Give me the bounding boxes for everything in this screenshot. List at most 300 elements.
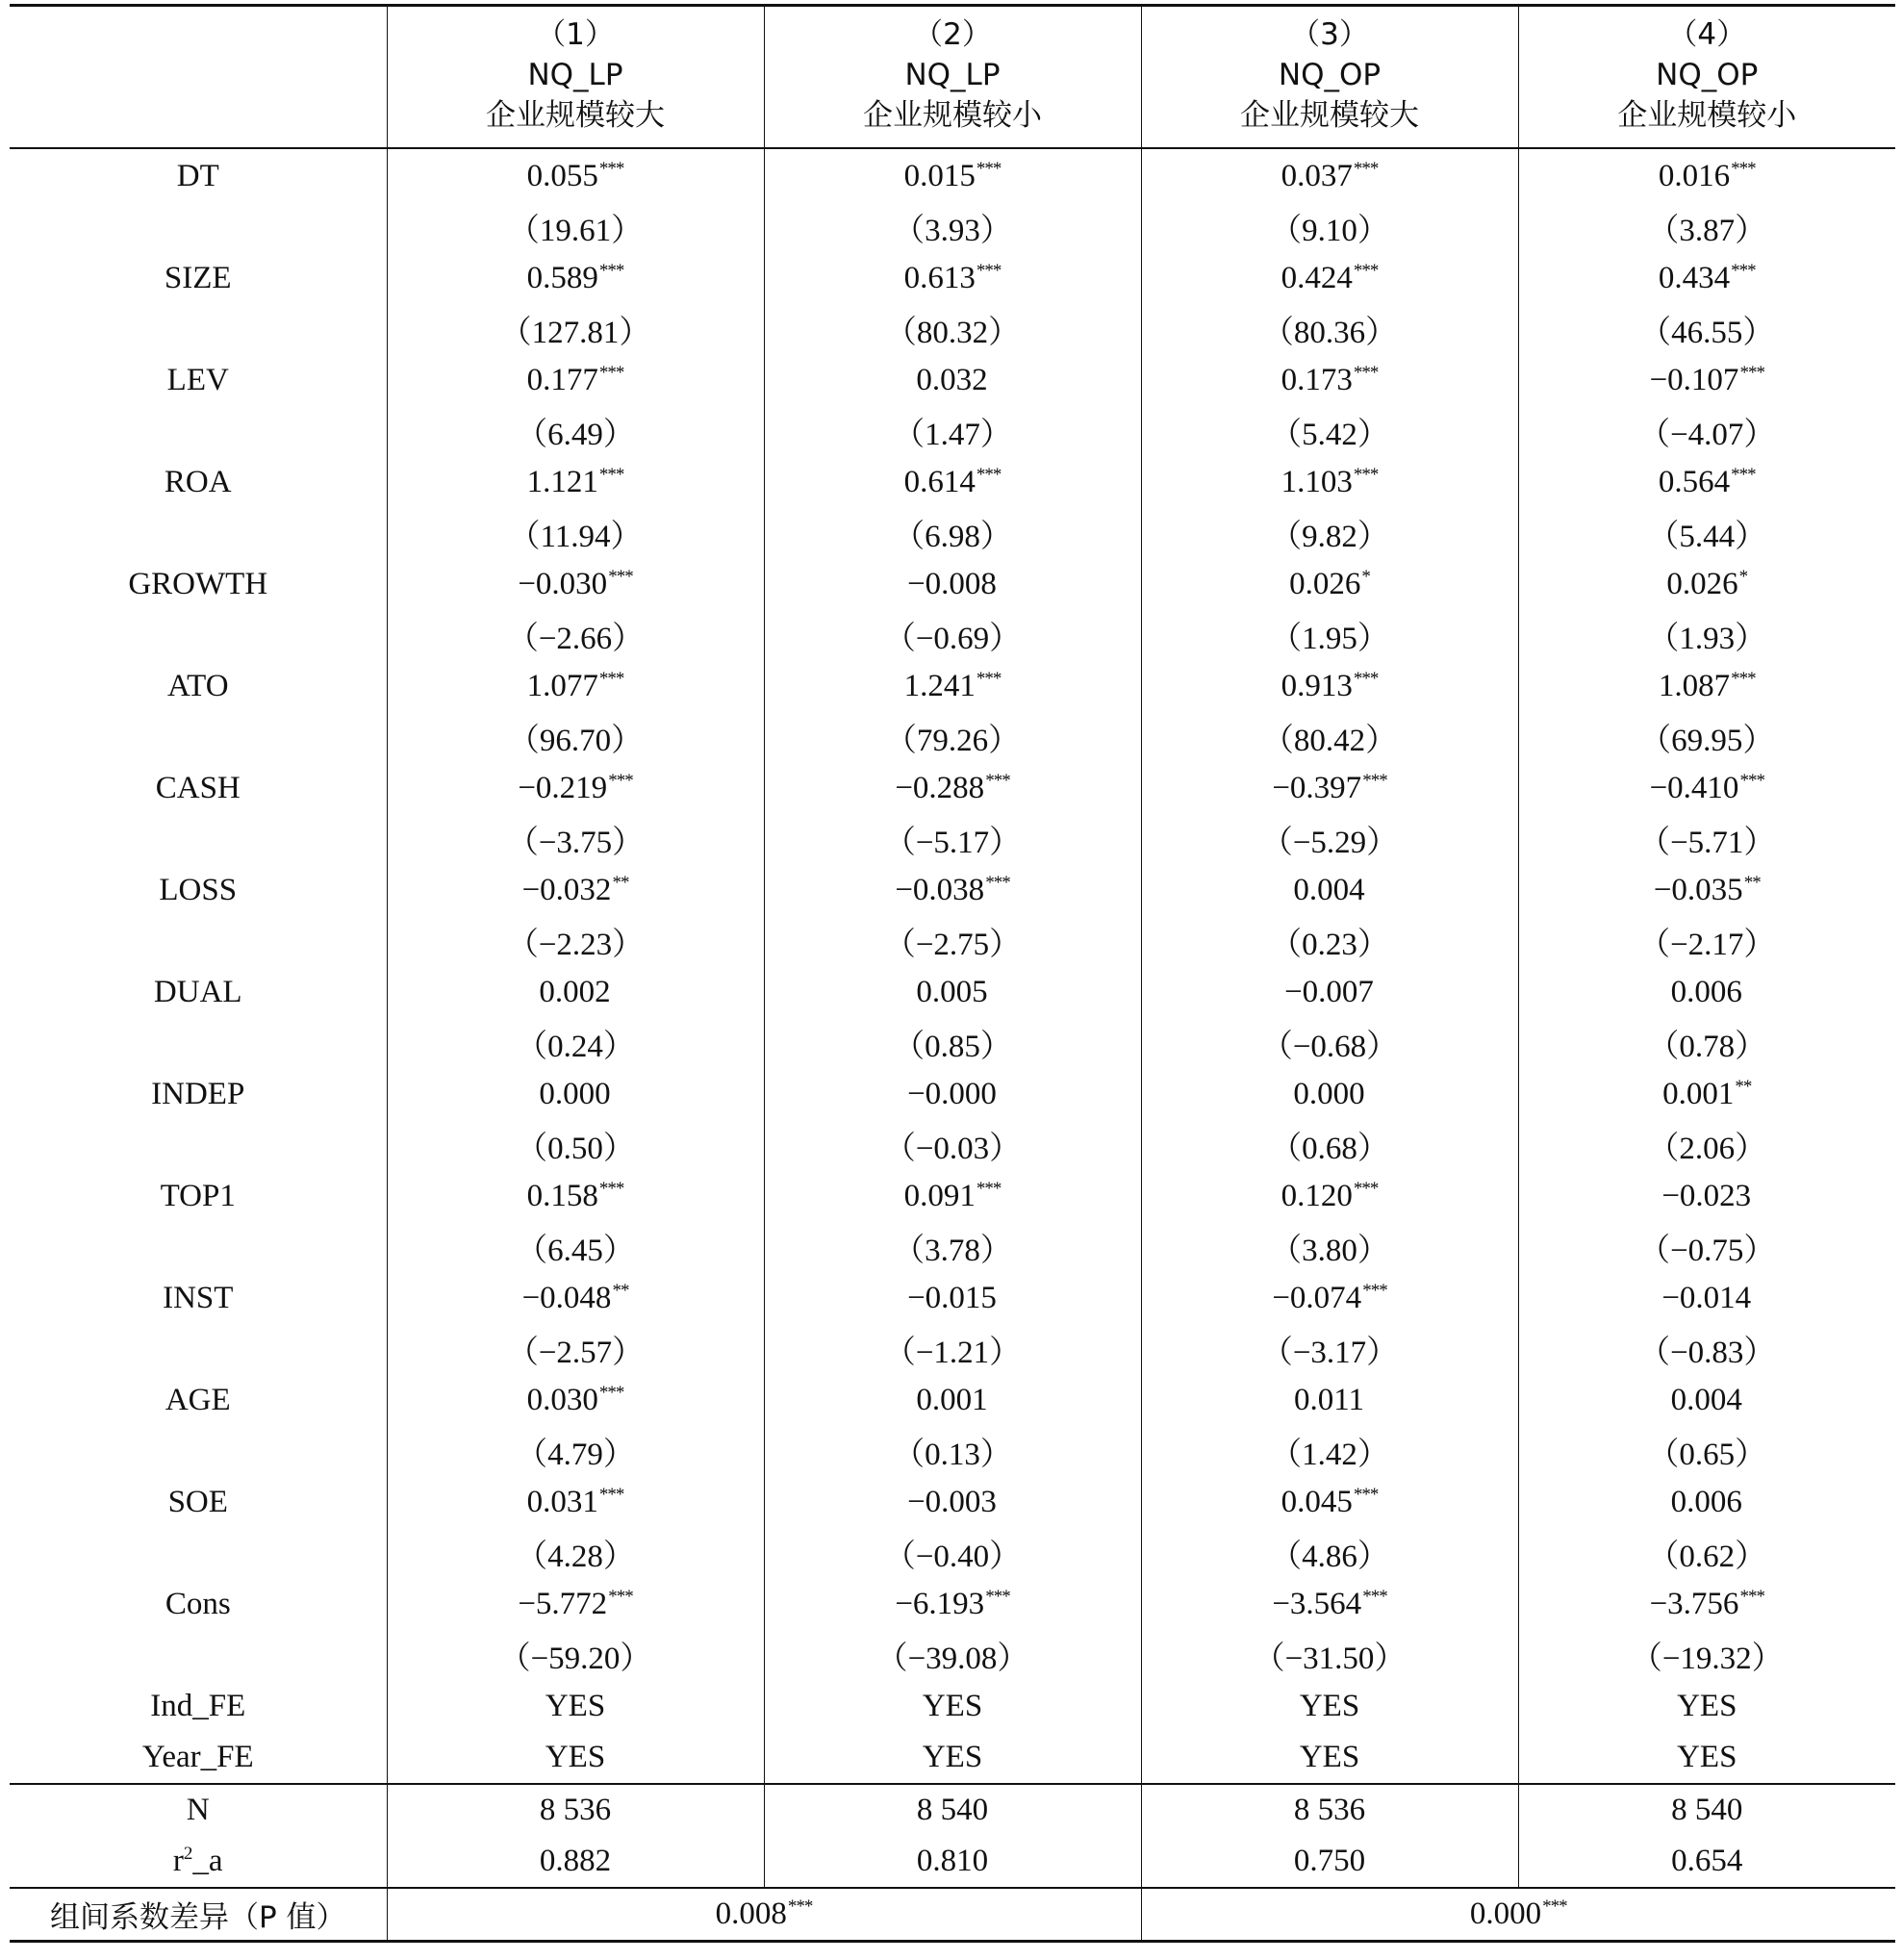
significance-stars: *** [608, 567, 633, 587]
coef-cell [764, 865, 1141, 916]
table-body [10, 148, 1895, 1942]
significance-stars: *** [1353, 363, 1379, 383]
label-base: r [172, 1844, 184, 1878]
row-label-empty [10, 1222, 387, 1273]
row-label-empty [10, 406, 387, 457]
t-stat-cell: （0.62） [1518, 1528, 1895, 1579]
coefficient-value: −0.008 [907, 567, 997, 601]
significance-stars: ** [612, 1281, 629, 1301]
significance-stars: *** [1362, 771, 1387, 791]
coef-cell [1141, 1579, 1518, 1630]
t-stat-cell: （5.44） [1518, 508, 1895, 559]
coef-cell [1141, 1171, 1518, 1222]
header-col-1-var: NQ_LP [527, 58, 623, 92]
t-stat-cell: （9.10） [1141, 202, 1518, 253]
row-label: DUAL [153, 975, 242, 1009]
significance-stars: *** [598, 1485, 624, 1505]
coefficient-value: −0.038 [895, 873, 985, 907]
stat-cell: 8 536 [387, 1784, 764, 1836]
table-row [10, 253, 1895, 304]
t-stat-cell: （−0.69） [764, 610, 1141, 661]
t-stat-cell: （1.42） [1141, 1426, 1518, 1477]
t-stat-cell: （−1.21） [764, 1324, 1141, 1375]
coefficient-value: −6.193 [895, 1587, 985, 1621]
row-label: INDEP [151, 1077, 245, 1111]
table-row [10, 1273, 1895, 1324]
t-stat-cell: （19.61） [387, 202, 764, 253]
significance-stars: *** [598, 1383, 624, 1403]
coef-cell [764, 559, 1141, 610]
t-stat-cell: （3.80） [1141, 1222, 1518, 1273]
row-label: Ind_FE [150, 1689, 246, 1723]
coef-cell [1518, 148, 1895, 202]
coefficient-value: −0.000 [907, 1077, 997, 1111]
t-stat-cell: （−2.75） [764, 916, 1141, 967]
coefficient-value: −0.074 [1272, 1281, 1362, 1315]
significance-stars: *** [1362, 1281, 1387, 1301]
t-stat-cell: （−4.07） [1518, 406, 1895, 457]
fe-cell: YES [1518, 1732, 1895, 1784]
coef-cell [764, 661, 1141, 712]
significance-stars: ** [1743, 873, 1761, 893]
table-row [10, 1324, 1895, 1375]
header-col-4 [1518, 6, 1895, 149]
significance-stars: *** [976, 159, 1002, 179]
row-label-empty [10, 1018, 387, 1069]
coefficient-value: 0.004 [1670, 1383, 1742, 1417]
stat-cell: 8 536 [1141, 1784, 1518, 1836]
coefficient-value: −0.107 [1649, 363, 1739, 397]
header-col-4-group: 企业规模较小 [1617, 98, 1797, 133]
header-stub [10, 6, 387, 149]
coefficient-value: −0.219 [518, 771, 608, 805]
significance-stars: *** [1542, 1896, 1567, 1917]
row-label: LEV [166, 363, 229, 397]
t-stat-cell: （0.24） [387, 1018, 764, 1069]
coef-cell [1141, 1477, 1518, 1528]
t-stat-cell: （4.86） [1141, 1528, 1518, 1579]
coefficient-value: 0.045 [1281, 1485, 1353, 1519]
significance-stars: *** [976, 465, 1002, 485]
row-label-empty [10, 1426, 387, 1477]
t-stat-cell: （−0.68） [1141, 1018, 1518, 1069]
coef-cell [1518, 1171, 1895, 1222]
t-stat-cell: （1.47） [764, 406, 1141, 457]
coefficient-value: 0.589 [526, 261, 598, 295]
significance-stars: *** [1353, 465, 1379, 485]
header-col-2 [764, 6, 1141, 149]
t-stat-cell: （−19.32） [1518, 1630, 1895, 1681]
coef-cell [764, 253, 1141, 304]
row-label [10, 1836, 387, 1888]
table-row [10, 916, 1895, 967]
t-stat-cell: （3.93） [764, 202, 1141, 253]
t-stat-cell: （79.26） [764, 712, 1141, 763]
t-stat-cell: （0.85） [764, 1018, 1141, 1069]
t-stat-cell: （−2.66） [387, 610, 764, 661]
fe-cell: YES [764, 1732, 1141, 1784]
coef-cell [387, 865, 764, 916]
row-label: SOE [167, 1485, 228, 1519]
t-stat-cell: （−3.75） [387, 814, 764, 865]
coefficient-value: 0.004 [1293, 873, 1365, 907]
coef-cell [1141, 1069, 1518, 1120]
stat-cell: 0.810 [764, 1836, 1141, 1888]
coef-cell [764, 1171, 1141, 1222]
label-tail: _a [192, 1844, 223, 1878]
significance-stars: *** [1353, 261, 1379, 281]
header-col-3-var: NQ_OP [1278, 58, 1382, 92]
coef-cell [387, 559, 764, 610]
t-stat-cell: （2.06） [1518, 1120, 1895, 1171]
table-row [10, 355, 1895, 406]
t-stat-cell: （0.65） [1518, 1426, 1895, 1477]
coef-cell [387, 1069, 764, 1120]
t-stat-cell: （−2.17） [1518, 916, 1895, 967]
t-stat-cell: （9.82） [1141, 508, 1518, 559]
coef-cell [764, 457, 1141, 508]
table-row [10, 202, 1895, 253]
coef-cell [1141, 355, 1518, 406]
row-label: ATO [166, 669, 229, 703]
row-label: AGE [165, 1383, 231, 1417]
coefficient-value: 0.424 [1281, 261, 1353, 295]
significance-stars: *** [598, 465, 624, 485]
fe-cell: YES [387, 1732, 764, 1784]
coefficient-value: −5.772 [518, 1587, 608, 1621]
coefficient-value: 0.002 [539, 975, 611, 1009]
coef-cell [1518, 967, 1895, 1018]
significance-stars: *** [1739, 771, 1764, 791]
t-stat-cell: （6.49） [387, 406, 764, 457]
significance-stars: *** [598, 261, 624, 281]
t-stat-cell: （−0.03） [764, 1120, 1141, 1171]
t-stat-cell: （0.68） [1141, 1120, 1518, 1171]
coef-cell [1518, 559, 1895, 610]
fe-cell: YES [1141, 1681, 1518, 1732]
coef-cell [1518, 457, 1895, 508]
significance-stars: *** [976, 261, 1002, 281]
coefficient-value: −0.014 [1661, 1281, 1752, 1315]
header-col-4-var: NQ_OP [1656, 58, 1759, 92]
significance-stars: *** [985, 1587, 1010, 1607]
row-label-empty [10, 304, 387, 355]
row-label-empty [10, 916, 387, 967]
stat-cell: 0.750 [1141, 1836, 1518, 1888]
coefficient-value: −0.032 [521, 873, 612, 907]
t-stat-cell: （80.32） [764, 304, 1141, 355]
coefficient-value: −3.564 [1272, 1587, 1362, 1621]
header-col-2-group: 企业规模较小 [863, 98, 1042, 133]
t-stat-cell: （−3.17） [1141, 1324, 1518, 1375]
row-label-empty [10, 202, 387, 253]
table-row [10, 1732, 1895, 1784]
row-label-empty [10, 814, 387, 865]
coefficient-value: 0.564 [1658, 465, 1731, 499]
coefficient-value: 0.006 [1670, 975, 1742, 1009]
coefficient-value: 1.121 [526, 465, 598, 499]
coef-cell [764, 355, 1141, 406]
coefficient-value: 0.037 [1281, 159, 1353, 193]
table-row [10, 148, 1895, 202]
t-stat-cell: （−5.17） [764, 814, 1141, 865]
coef-cell [1518, 355, 1895, 406]
row-label: 组间系数差异（P 值） [10, 1888, 387, 1942]
significance-stars: *** [1353, 669, 1379, 689]
table-row [10, 1018, 1895, 1069]
coefficient-value: −0.048 [521, 1281, 612, 1315]
coefficient-value: 0.434 [1658, 261, 1731, 295]
table-row [10, 1120, 1895, 1171]
significance-stars: *** [787, 1896, 813, 1917]
row-label-empty [10, 1630, 387, 1681]
coef-cell [1518, 1477, 1895, 1528]
coef-cell [1518, 1273, 1895, 1324]
header-col-1-group: 企业规模较大 [486, 98, 665, 133]
coefficient-value: 0.173 [1281, 363, 1353, 397]
coefficient-value: 0.032 [916, 363, 988, 397]
coefficient-value: 0.031 [526, 1485, 598, 1519]
table-row [10, 1836, 1895, 1888]
coefficient-value: 0.055 [526, 159, 598, 193]
coefficient-value: 0.011 [1293, 1383, 1365, 1417]
coefficient-value: 0.000 [1293, 1077, 1365, 1111]
t-stat-cell: （96.70） [387, 712, 764, 763]
table-row [10, 1069, 1895, 1120]
table-row [10, 610, 1895, 661]
t-stat-cell: （0.50） [387, 1120, 764, 1171]
table-row [10, 763, 1895, 814]
coef-cell [764, 1375, 1141, 1426]
stat-cell: 0.882 [387, 1836, 764, 1888]
header-col-2-num: （2） [913, 17, 992, 52]
fe-cell: YES [1518, 1681, 1895, 1732]
coef-cell [764, 967, 1141, 1018]
row-label: ROA [164, 465, 232, 499]
row-label-empty [10, 1528, 387, 1579]
table-row [10, 661, 1895, 712]
coef-cell [1141, 1375, 1518, 1426]
coef-cell [764, 763, 1141, 814]
coefficient-value: −0.410 [1649, 771, 1739, 805]
coef-cell [387, 355, 764, 406]
significance-stars: *** [985, 873, 1010, 893]
t-stat-cell: （11.94） [387, 508, 764, 559]
significance-stars: *** [1731, 669, 1756, 689]
coef-cell [1141, 457, 1518, 508]
coef-cell [1141, 967, 1518, 1018]
coef-cell [1518, 865, 1895, 916]
table-row [10, 406, 1895, 457]
coef-cell [387, 1171, 764, 1222]
header-col-1 [387, 6, 764, 149]
header-col-3-group: 企业规模较大 [1240, 98, 1419, 133]
coef-cell [1518, 1069, 1895, 1120]
coef-cell [387, 661, 764, 712]
table-row [10, 1528, 1895, 1579]
table-row [10, 865, 1895, 916]
coefficient-value: 0.913 [1281, 669, 1353, 703]
significance-stars: *** [1731, 261, 1756, 281]
coef-cell [387, 1273, 764, 1324]
significance-stars: ** [612, 873, 629, 893]
header-col-1-num: （1） [536, 17, 615, 52]
table-row [10, 1477, 1895, 1528]
coefficient-value: 0.026 [1289, 567, 1361, 601]
row-label: LOSS [159, 873, 238, 907]
coef-cell [387, 1477, 764, 1528]
significance-stars: * [1361, 567, 1370, 587]
row-label: CASH [155, 771, 241, 805]
t-stat-cell: （1.95） [1141, 610, 1518, 661]
coef-cell [1141, 559, 1518, 610]
table-row [10, 1375, 1895, 1426]
t-stat-cell: （−59.20） [387, 1630, 764, 1681]
coefficient-value: 0.177 [526, 363, 598, 397]
coefficient-value: −0.007 [1284, 975, 1374, 1009]
significance-stars: *** [1353, 1485, 1379, 1505]
row-label-empty [10, 1120, 387, 1171]
significance-stars: *** [1353, 1179, 1379, 1199]
coefficient-value: 1.103 [1281, 465, 1353, 499]
coefficient-value: 0.613 [903, 261, 976, 295]
significance-stars: *** [1731, 465, 1756, 485]
t-stat-cell: （−5.29） [1141, 814, 1518, 865]
t-stat-cell: （1.93） [1518, 610, 1895, 661]
coefficient-value: 1.241 [903, 669, 976, 703]
coef-cell [764, 1579, 1141, 1630]
t-stat-cell: （80.36） [1141, 304, 1518, 355]
table-row [10, 1426, 1895, 1477]
table-row [10, 1579, 1895, 1630]
row-label-empty [10, 1324, 387, 1375]
row-label: GROWTH [128, 567, 268, 601]
table-row [10, 304, 1895, 355]
t-stat-cell: （127.81） [387, 304, 764, 355]
coefficient-value: 0.016 [1658, 159, 1731, 193]
coefficient-value: 0.030 [526, 1383, 598, 1417]
coefficient-value: −0.035 [1653, 873, 1743, 907]
coefficient-value: 0.614 [903, 465, 976, 499]
coef-cell [764, 1477, 1141, 1528]
coef-cell [1141, 661, 1518, 712]
coefficient-value: 0.000 [539, 1077, 611, 1111]
table-row [10, 1888, 1895, 1942]
coef-cell [1141, 865, 1518, 916]
coefficient-value: 0.000 [1469, 1896, 1542, 1931]
t-stat-cell: （−5.71） [1518, 814, 1895, 865]
coef-cell [1518, 763, 1895, 814]
t-stat-cell: （46.55） [1518, 304, 1895, 355]
coef-cell [1141, 148, 1518, 202]
row-label: Cons [165, 1587, 231, 1621]
coefficient-value: 0.005 [916, 975, 988, 1009]
coef-cell [764, 1273, 1141, 1324]
coef-cell [387, 1375, 764, 1426]
coef-cell [1141, 763, 1518, 814]
t-stat-cell: （−0.83） [1518, 1324, 1895, 1375]
significance-stars: *** [976, 1179, 1002, 1199]
significance-stars: *** [1731, 159, 1756, 179]
coefficient-value: 0.008 [715, 1896, 787, 1931]
table-row [10, 814, 1895, 865]
significance-stars: *** [598, 1179, 624, 1199]
table-row [10, 712, 1895, 763]
t-stat-cell: （0.13） [764, 1426, 1141, 1477]
t-stat-cell: （−2.23） [387, 916, 764, 967]
t-stat-cell: （−2.57） [387, 1324, 764, 1375]
table-row [10, 1630, 1895, 1681]
coef-cell [387, 148, 764, 202]
coef-cell [387, 763, 764, 814]
table-row [10, 1681, 1895, 1732]
coefficient-value: 0.158 [526, 1179, 598, 1213]
row-label: SIZE [164, 261, 232, 295]
coefficient-value: 0.120 [1281, 1179, 1353, 1213]
coef-cell [387, 1579, 764, 1630]
label-superscript: 2 [183, 1844, 193, 1864]
t-stat-cell: （0.78） [1518, 1018, 1895, 1069]
coefficient-value: −0.288 [895, 771, 985, 805]
table-row [10, 967, 1895, 1018]
significance-stars: *** [1739, 363, 1764, 383]
coefficient-value: 0.006 [1670, 1485, 1742, 1519]
coefficient-value: −3.756 [1649, 1587, 1739, 1621]
coef-cell [1518, 1375, 1895, 1426]
coefficient-value: 0.015 [903, 159, 976, 193]
coef-cell [1141, 253, 1518, 304]
coefficient-value: 1.077 [526, 669, 598, 703]
table-row [10, 1171, 1895, 1222]
significance-stars: *** [608, 771, 633, 791]
coefficient-value: −0.015 [907, 1281, 997, 1315]
stat-cell: 8 540 [764, 1784, 1141, 1836]
fe-cell: YES [764, 1681, 1141, 1732]
significance-stars: *** [1353, 159, 1379, 179]
coefficient-value: −0.023 [1661, 1179, 1752, 1213]
significance-stars: *** [598, 159, 624, 179]
coefficient-value: 0.091 [903, 1179, 976, 1213]
row-label: TOP1 [160, 1179, 236, 1213]
coef-cell [1518, 1579, 1895, 1630]
coef-cell [764, 148, 1141, 202]
diff-cell [1141, 1888, 1895, 1942]
significance-stars: *** [1362, 1587, 1387, 1607]
t-stat-cell: （3.78） [764, 1222, 1141, 1273]
fe-cell: YES [387, 1681, 764, 1732]
stat-cell: 0.654 [1518, 1836, 1895, 1888]
t-stat-cell: （4.28） [387, 1528, 764, 1579]
significance-stars: * [1738, 567, 1748, 587]
diff-cell [387, 1888, 1141, 1942]
t-stat-cell: （6.45） [387, 1222, 764, 1273]
coefficient-value: 0.001 [916, 1383, 988, 1417]
t-stat-cell: （3.87） [1518, 202, 1895, 253]
t-stat-cell: （5.42） [1141, 406, 1518, 457]
header-col-2-var: NQ_LP [904, 58, 1001, 92]
table-row [10, 508, 1895, 559]
t-stat-cell: （−0.75） [1518, 1222, 1895, 1273]
coefficient-value: 0.026 [1666, 567, 1738, 601]
coef-cell [387, 253, 764, 304]
coefficient-value: 0.001 [1662, 1077, 1735, 1111]
significance-stars: *** [598, 669, 624, 689]
significance-stars: *** [1739, 1587, 1764, 1607]
t-stat-cell: （4.79） [387, 1426, 764, 1477]
significance-stars: *** [608, 1587, 633, 1607]
coef-cell [387, 457, 764, 508]
t-stat-cell: （80.42） [1141, 712, 1518, 763]
